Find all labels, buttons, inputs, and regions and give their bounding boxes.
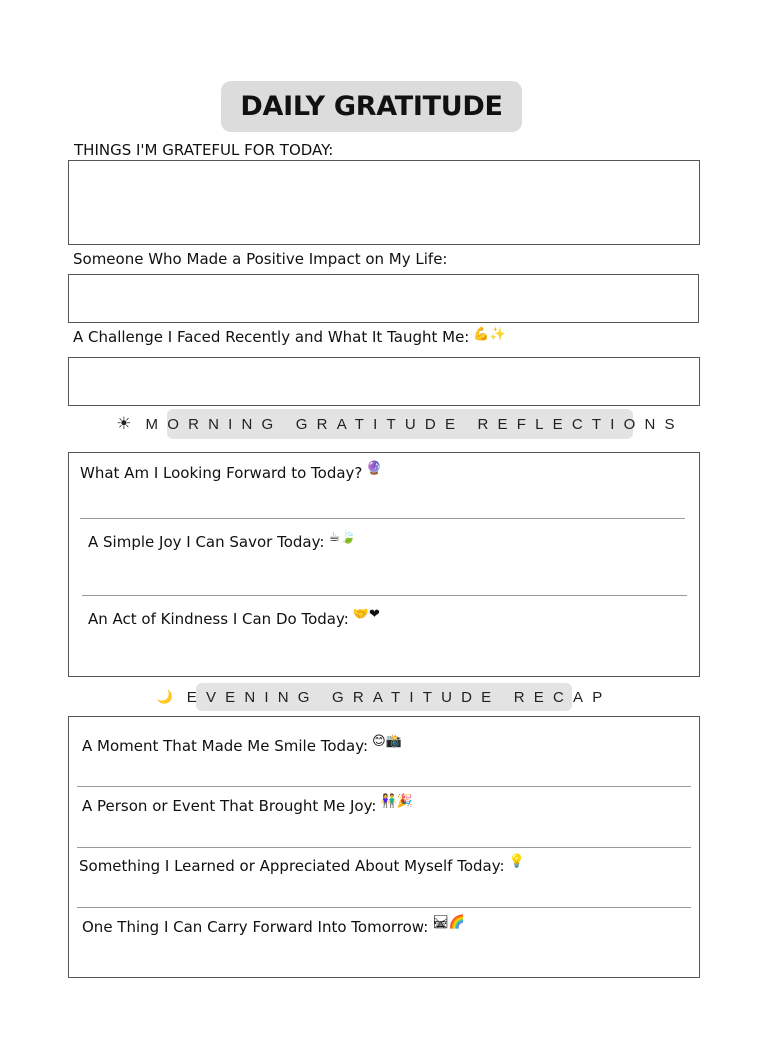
evening-item[interactable] <box>82 734 402 755</box>
crystal-ball-icon: 🔮 <box>366 461 383 476</box>
challenge-entry-box[interactable] <box>68 357 700 406</box>
carry-forward-label: One Thing I Can Carry Forward Into Tomorrow: <box>82 918 429 936</box>
morning-heading-text: MORNING GRATITUDE REFLECTIONS <box>145 415 684 433</box>
evening-item[interactable] <box>82 794 413 815</box>
handshake-heart-icon: 🤝❤ <box>352 607 380 622</box>
morning-item[interactable] <box>88 530 357 551</box>
morning-divider <box>80 518 685 519</box>
evening-item[interactable] <box>82 915 466 936</box>
morning-item[interactable] <box>80 461 383 482</box>
morning-item[interactable] <box>88 607 380 628</box>
morning-divider <box>82 595 687 596</box>
flexed-arm-sparkles-icon: 💪✨ <box>473 327 506 342</box>
evening-section-heading <box>156 683 612 711</box>
light-bulb-icon: 💡 <box>508 854 525 869</box>
learned-label: Something I Learned or Appreciated About Myself Today: <box>79 857 505 875</box>
morning-section-heading <box>116 409 684 439</box>
evening-heading-text: EVENING GRATITUDE RECAP <box>186 688 612 706</box>
people-party-icon: 👫🎉 <box>380 794 413 809</box>
person-event-label: A Person or Event That Brought Me Joy: <box>82 797 377 815</box>
evening-divider <box>77 786 691 787</box>
title-banner <box>221 81 522 132</box>
looking-forward-label: What Am I Looking Forward to Today? <box>80 464 363 482</box>
positive-impact-entry-box[interactable] <box>68 274 699 323</box>
coffee-leaf-icon: ☕🍃 <box>328 530 357 545</box>
evening-divider <box>77 847 691 848</box>
smile-camera-icon: 😊📸 <box>372 734 402 749</box>
moon-icon: 🌙 <box>156 689 173 705</box>
evening-item[interactable] <box>79 854 525 875</box>
page-title: DAILY GRATITUDE <box>240 91 503 122</box>
evening-divider <box>77 907 691 908</box>
kindness-label: An Act of Kindness I Can Do Today: <box>88 610 349 628</box>
grateful-entry-box[interactable] <box>68 160 700 245</box>
grateful-prompt-label: THINGS I'M GRATEFUL FOR TODAY: <box>74 141 334 159</box>
positive-impact-label: Someone Who Made a Positive Impact on My Life: <box>73 250 448 268</box>
challenge-label-text: A Challenge I Faced Recently and What It Taught Me: <box>73 328 470 346</box>
simple-joy-label: A Simple Joy I Can Savor Today: <box>88 533 325 551</box>
morning-reflections-box <box>68 452 700 677</box>
smile-moment-label: A Moment That Made Me Smile Today: <box>82 737 369 755</box>
challenge-label <box>73 328 506 346</box>
road-rainbow-icon: 🛤🌈 <box>432 915 466 930</box>
sun-icon: ☀ <box>116 414 132 434</box>
